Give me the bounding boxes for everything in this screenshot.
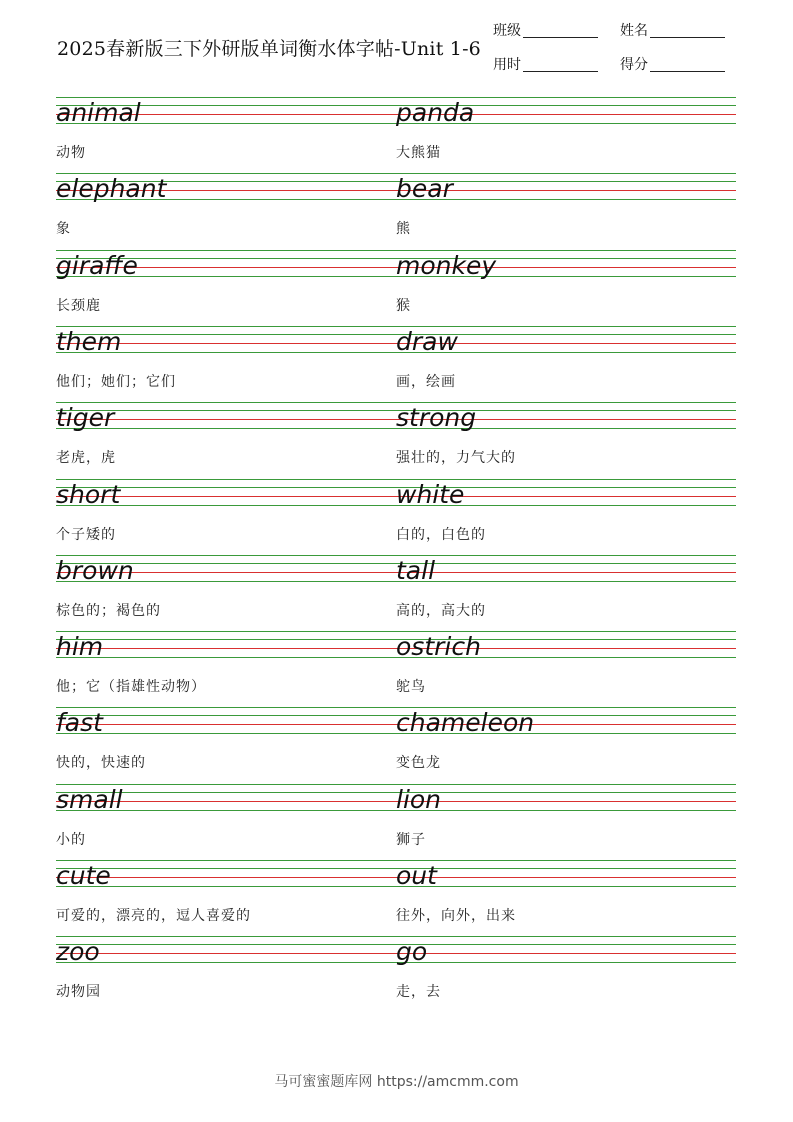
left-word: elephant (56, 174, 167, 204)
left-word: them (56, 326, 122, 356)
right-meaning: 白的，白色的 (396, 526, 486, 543)
word-row (0, 402, 793, 478)
left-meaning: 个子矮的 (56, 526, 116, 543)
left-meaning: 长颈鹿 (56, 297, 101, 314)
left-word: giraffe (56, 250, 138, 280)
word-row (0, 326, 793, 402)
word-row (0, 97, 793, 173)
right-meaning: 鸵鸟 (396, 679, 426, 696)
right-word: bear (396, 174, 453, 204)
right-word: monkey (396, 250, 497, 280)
left-meaning: 他们；她们；它们 (56, 373, 176, 390)
right-meaning: 画，绘画 (396, 373, 456, 390)
word-row (0, 784, 793, 860)
right-word: go (396, 937, 428, 967)
right-word: lion (396, 784, 442, 814)
name-label: 姓名 (620, 23, 648, 39)
right-meaning: 狮子 (396, 831, 426, 848)
left-meaning: 象 (56, 221, 71, 238)
word-row (0, 631, 793, 707)
time-label: 用时 (493, 57, 521, 73)
left-meaning: 动物园 (56, 984, 101, 1001)
score-field (620, 54, 725, 74)
left-word: small (56, 784, 123, 814)
left-meaning: 他；它（指雄性动物） (56, 679, 206, 696)
right-word: strong (396, 403, 477, 433)
time-field (493, 54, 598, 74)
word-row (0, 555, 793, 631)
page-title: 2025春新版三下外研版单词衡水体字帖-Unit 1-6 (57, 38, 481, 60)
right-meaning: 高的，高大的 (396, 602, 486, 619)
right-meaning: 变色龙 (396, 755, 441, 772)
right-word: ostrich (396, 632, 481, 662)
word-row (0, 479, 793, 555)
left-word: cute (56, 861, 111, 890)
left-meaning: 快的，快速的 (56, 755, 146, 772)
right-meaning: 大熊猫 (396, 145, 441, 161)
left-meaning: 动物 (56, 145, 86, 161)
left-word: fast (56, 708, 103, 738)
right-word: panda (396, 98, 475, 127)
left-meaning: 棕色的；褐色的 (56, 602, 161, 619)
right-word: chameleon (396, 708, 535, 738)
left-word: short (56, 479, 121, 509)
right-word: draw (396, 326, 458, 356)
name-blank[interactable] (650, 36, 725, 38)
right-meaning: 猴 (396, 297, 411, 314)
class-blank[interactable] (523, 36, 598, 38)
time-blank[interactable] (523, 70, 598, 72)
left-word: tiger (56, 403, 115, 433)
right-word: out (396, 861, 437, 890)
left-meaning: 老虎，虎 (56, 450, 116, 467)
class-label: 班级 (493, 23, 521, 39)
left-word: zoo (56, 937, 100, 967)
class-field (493, 20, 598, 40)
left-word: brown (56, 555, 134, 585)
name-field (620, 20, 725, 40)
word-row (0, 936, 793, 1012)
right-meaning: 强壮的，力气大的 (396, 450, 516, 467)
footer-watermark: 马可蜜蜜题库网 https://amcmm.com (274, 1074, 519, 1090)
word-row (0, 860, 793, 936)
word-row (0, 250, 793, 326)
right-word: white (396, 479, 465, 509)
word-row (0, 707, 793, 783)
score-label: 得分 (620, 57, 648, 73)
right-meaning: 往外，向外，出来 (396, 908, 516, 924)
left-meaning: 可爱的，漂亮的，逗人喜爱的 (56, 908, 251, 924)
left-word: animal (56, 98, 141, 127)
right-meaning: 熊 (396, 221, 411, 238)
right-meaning: 走，去 (396, 984, 441, 1001)
left-meaning: 小的 (56, 831, 86, 848)
word-row (0, 173, 793, 249)
left-word: him (56, 632, 104, 662)
right-word: tall (396, 555, 436, 585)
score-blank[interactable] (650, 70, 725, 72)
